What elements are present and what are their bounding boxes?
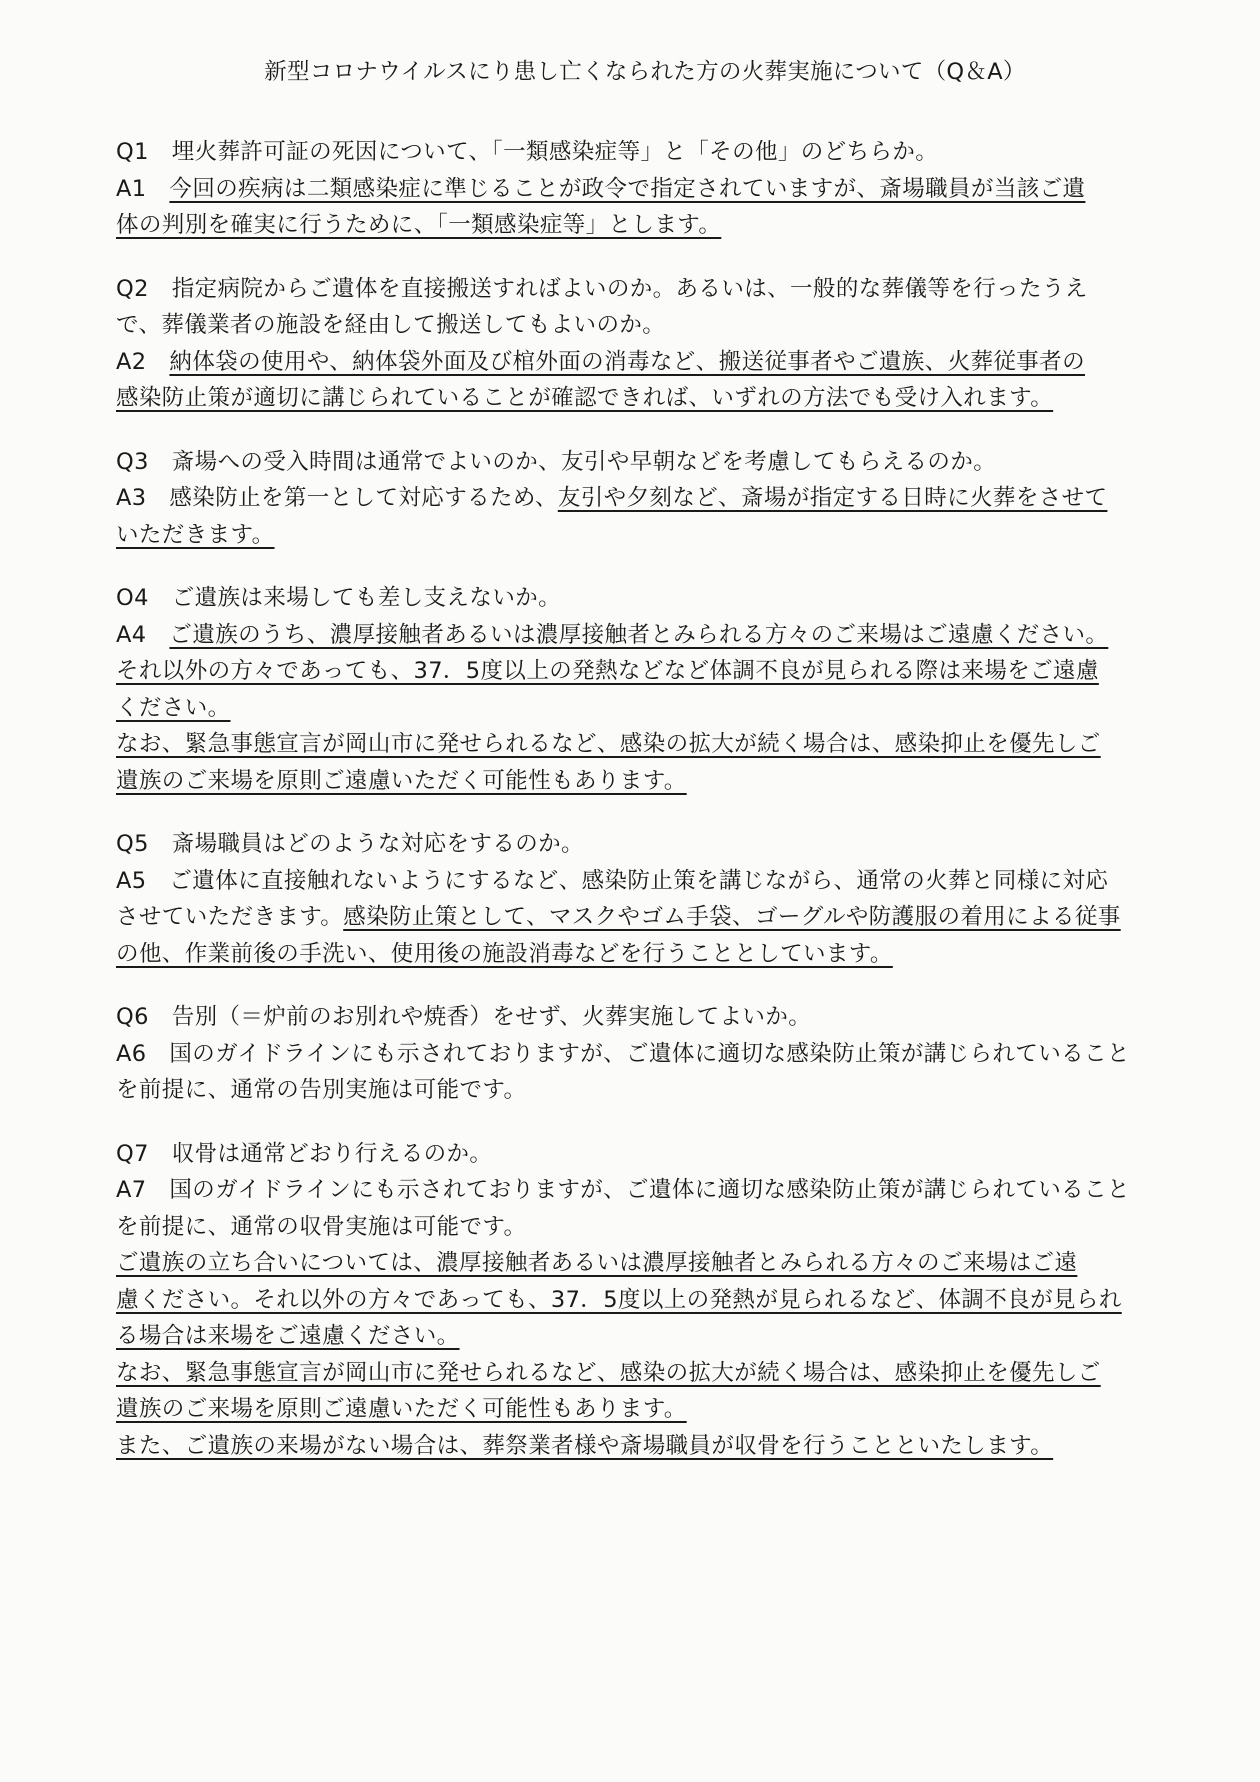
underlined-text: いただきます。 [116,521,275,548]
underlined-text: ご遺族の立ち合いについては、濃厚接触者あるいは濃厚接触者とみられる方々のご来場はご遠 [116,1250,1078,1276]
underlined-text: 慮ください。それ以外の方々であっても、37．5度以上の発熱が見られるなど、体調不良が見られ [116,1286,1122,1313]
qa-line [116,617,1160,654]
qa-line [116,1391,1160,1428]
qa-line [116,999,1160,1036]
qa-line [116,580,1160,617]
qa-block-7 [116,1136,1160,1465]
plain-text: A6 国のガイドラインにも示されておりますが、ご遺体に適切な感染防止策が講じられていること [116,1040,1130,1067]
qa-line [116,936,1160,973]
underlined-text: 友引や夕刻など、斎場が指定する日時に火葬をさせて [557,485,1108,511]
qa-line [116,444,1160,481]
underlined-text: 納体袋の使用や、納体袋外面及び棺外面の消毒など、搬送従事者やご遺族、火葬従事者の [169,348,1085,375]
qa-line [116,1136,1160,1173]
underlined-text: 遺族のご来場を原則ご遠慮いただく可能性もあります。 [116,767,687,794]
plain-text: A3 感染防止を第一として対応するため、 [116,485,558,511]
plain-text: O4 ご遺族は来場しても差し支えないか。 [116,585,562,611]
plain-text: Q7 収骨は通常どおり行えるのか。 [116,1140,493,1167]
underlined-text: の他、作業前後の手洗い、使用後の施設消毒などを行うこととしています。 [116,940,893,967]
qa-line [116,344,1160,381]
qa-line [116,726,1160,763]
qa-line [116,1355,1160,1392]
qa-block-5 [116,826,1160,972]
qa-line [116,863,1160,900]
underlined-text: それ以外の方々であっても、37．5度以上の発熱などなど体調不良が見られる際は来場をご遠慮 [116,658,1099,684]
qa-line [116,171,1160,208]
plain-text: A1 [116,175,170,202]
qa-block-1 [116,134,1160,244]
underlined-text: 体の判別を確実に行うために、「一類感染症等」とします。 [116,212,722,238]
qa-line [116,307,1160,344]
qa-block-2 [116,271,1160,417]
plain-text: A4 [116,621,170,648]
plain-text: Q5 斎場職員はどのような対応をするのか。 [116,831,584,857]
plain-text: で、葬儀業者の施設を経由して搬送してもよいのか。 [116,312,666,338]
document-title: 新型コロナウイルスにり患し亡くなられた方の火葬実施について（Q＆A） [264,59,1026,85]
qa-line [116,480,1160,517]
plain-text: を前提に、通常の告別実施は可能です。 [116,1077,527,1103]
qa-list [116,134,1160,1464]
plain-text: Q1 埋火葬許可証の死因について、「一類感染症等」と「その他」のどちらか。 [116,139,939,165]
qa-line [116,271,1160,308]
qa-block-3 [116,444,1160,554]
underlined-text: 感染防止策が適切に講じられていることが確認できれば、いずれの方法でも受け入れます。 [116,385,1054,411]
qa-line [116,653,1160,690]
qa-line [116,899,1160,936]
underlined-text: 感染防止策として、マスクやゴム手袋、ゴーグルや防護服の着用による従事 [343,904,1121,930]
qa-line [116,517,1160,554]
plain-text: させていただきます。 [116,904,344,930]
underlined-text: ご遺族のうち、濃厚接触者あるいは濃厚接触者とみられる方々のご来場はご遠慮ください。 [169,621,1109,648]
plain-text: を前提に、通常の収骨実施は可能です。 [116,1213,527,1240]
underlined-text: 遺族のご来場を原則ご遠慮いただく可能性もあります。 [116,1396,687,1422]
qa-line [116,1318,1160,1355]
qa-line [116,1282,1160,1319]
qa-block-6 [116,999,1160,1109]
underlined-text: なお、緊急事態宣言が岡山市に発せられるなど、感染の拡大が続く場合は、感染抑止を優先しご [116,731,1101,757]
qa-line [116,1172,1160,1209]
plain-text: A2 [116,348,170,375]
qa-line [116,690,1160,727]
plain-text: A7 国のガイドラインにも示されておりますが、ご遺体に適切な感染防止策が講じられていること [116,1177,1130,1203]
qa-line [116,134,1160,171]
qa-line [116,1072,1160,1109]
plain-text: Q2 指定病院からご遺体を直接搬送すればよいのか。あるいは、一般的な葬儀等を行ったうえ [116,275,1088,302]
underlined-text: る場合は来場をご遠慮ください。 [116,1323,460,1349]
underlined-text: 今回の疾病は二類感染症に準じることが政令で指定されていますが、斎場職員が当該ご遺 [169,175,1086,202]
qa-block-4 [116,580,1160,799]
underlined-text: なお、緊急事態宣言が岡山市に発せられるなど、感染の拡大が続く場合は、感染抑止を優先しご [116,1359,1101,1386]
qa-line [116,1036,1160,1073]
plain-text: Q3 斎場への受入時間は通常でよいのか、友引や早朝などを考慮してもらえるのか。 [116,448,997,475]
plain-text: A5 ご遺体に直接触れないようにするなど、感染防止策を講じながら、通常の火葬と同様に対応 [116,867,1109,894]
qa-line [116,207,1160,244]
qa-line [116,1428,1160,1465]
qa-line [116,1245,1160,1282]
qa-line [116,380,1160,417]
qa-line [116,826,1160,863]
underlined-text: ください。 [116,694,231,721]
qa-line [116,1209,1160,1246]
qa-line [116,763,1160,800]
plain-text: Q6 告別（＝炉前のお別れや焼香）をせず、火葬実施してよいか。 [116,1004,812,1030]
underlined-text: また、ご遺族の来場がない場合は、葬祭業者様や斎場職員が収骨を行うことといたします。 [116,1432,1054,1459]
